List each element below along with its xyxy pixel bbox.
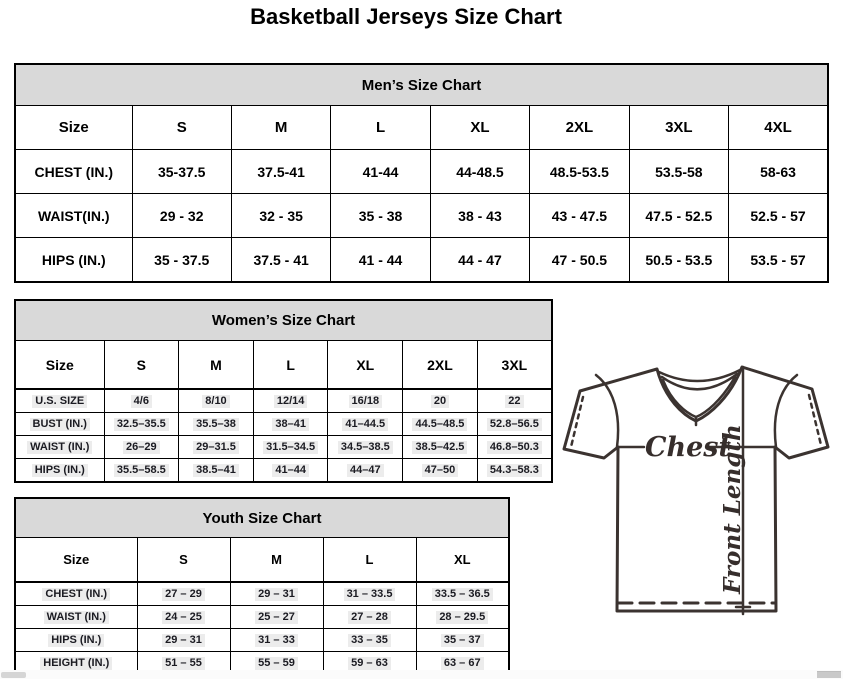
youth-chest-row [15, 582, 509, 606]
horizontal-scrollbar[interactable] [0, 670, 843, 679]
mens-col-header: S [132, 106, 231, 150]
womens-col-header: L [253, 341, 328, 390]
size-value-cell: 38–41 [253, 413, 328, 436]
row-label: HIPS (IN.) [15, 629, 137, 652]
mens-waist-row [15, 194, 828, 238]
womens-col-header: S [104, 341, 179, 390]
size-value-cell: 31 – 33 [230, 629, 323, 652]
youth-corner-label: Size [15, 538, 137, 583]
womens-col-header: 3XL [477, 341, 552, 390]
mens-corner-label: Size [15, 106, 132, 150]
size-value-cell: 38 - 43 [430, 194, 529, 238]
size-value-cell: 46.8–50.3 [477, 436, 552, 459]
row-label: CHEST (IN.) [15, 150, 132, 194]
size-value-cell: 25 – 27 [230, 606, 323, 629]
womens-header-row [15, 341, 552, 390]
size-value-cell: 35 – 37 [416, 629, 509, 652]
size-value-cell: 12/14 [253, 389, 328, 413]
size-value-cell: 51 – 55 [137, 652, 230, 676]
womens-col-header: XL [328, 341, 403, 390]
womens-us-size-row [15, 389, 552, 413]
mens-col-header: L [331, 106, 430, 150]
size-value-cell: 33.5 – 36.5 [416, 582, 509, 606]
size-value-cell: 35 - 37.5 [132, 238, 231, 283]
size-value-cell: 48.5-53.5 [530, 150, 629, 194]
size-value-cell: 29 – 31 [230, 582, 323, 606]
youth-col-header: XL [416, 538, 509, 583]
womens-col-header: M [179, 341, 254, 390]
size-value-cell: 41 - 44 [331, 238, 430, 283]
size-value-cell: 54.3–58.3 [477, 459, 552, 483]
jersey-outline [564, 367, 828, 611]
size-value-cell: 29 - 32 [132, 194, 231, 238]
size-value-cell: 4/6 [104, 389, 179, 413]
womens-size-chart-table [14, 299, 553, 483]
right-sleeve-seam [775, 375, 797, 447]
womens-hips-row [15, 459, 552, 483]
size-value-cell: 16/18 [328, 389, 403, 413]
mens-chest-row [15, 150, 828, 194]
size-value-cell: 24 – 25 [137, 606, 230, 629]
youth-col-header: L [323, 538, 416, 583]
size-value-cell: 44–47 [328, 459, 403, 483]
size-value-cell: 59 – 63 [323, 652, 416, 676]
size-value-cell: 31.5–34.5 [253, 436, 328, 459]
size-value-cell: 41–44.5 [328, 413, 403, 436]
youth-waist-row [15, 606, 509, 629]
size-value-cell: 28 – 29.5 [416, 606, 509, 629]
front-length-label: Front Length [719, 424, 746, 594]
mens-col-header: M [231, 106, 330, 150]
size-value-cell: 43 - 47.5 [530, 194, 629, 238]
row-label: HIPS (IN.) [15, 238, 132, 283]
size-value-cell: 58-63 [729, 150, 828, 194]
size-value-cell: 50.5 - 53.5 [629, 238, 728, 283]
size-value-cell: 55 – 59 [230, 652, 323, 676]
size-value-cell: 32.5–35.5 [104, 413, 179, 436]
size-value-cell: 37.5 - 41 [231, 238, 330, 283]
size-value-cell: 27 – 29 [137, 582, 230, 606]
size-value-cell: 41–44 [253, 459, 328, 483]
womens-col-header: 2XL [403, 341, 478, 390]
size-value-cell: 31 – 33.5 [323, 582, 416, 606]
size-value-cell: 35.5–58.5 [104, 459, 179, 483]
size-value-cell: 35 - 38 [331, 194, 430, 238]
mens-header-row [15, 106, 828, 150]
size-value-cell: 35-37.5 [132, 150, 231, 194]
row-label: WAIST (IN.) [15, 436, 104, 459]
mens-size-chart-table [14, 63, 829, 283]
size-value-cell: 63 – 67 [416, 652, 509, 676]
size-value-cell: 8/10 [179, 389, 254, 413]
youth-chart-title: Youth Size Chart [15, 498, 509, 538]
row-label: U.S. SIZE [15, 389, 104, 413]
mens-col-header: 2XL [530, 106, 629, 150]
size-value-cell: 47 - 50.5 [530, 238, 629, 283]
size-value-cell: 38.5–41 [179, 459, 254, 483]
size-value-cell: 44 - 47 [430, 238, 529, 283]
womens-waist-row [15, 436, 552, 459]
youth-col-header: S [137, 538, 230, 583]
row-label: HIPS (IN.) [15, 459, 104, 483]
mens-col-header: 4XL [729, 106, 828, 150]
size-value-cell: 34.5–38.5 [328, 436, 403, 459]
size-value-cell: 38.5–42.5 [403, 436, 478, 459]
size-value-cell: 47.5 - 52.5 [629, 194, 728, 238]
size-value-cell: 47–50 [403, 459, 478, 483]
scrollbar-left-thumb[interactable] [1, 672, 26, 678]
row-label: CHEST (IN.) [15, 582, 137, 606]
row-label: WAIST(IN.) [15, 194, 132, 238]
size-value-cell: 29–31.5 [179, 436, 254, 459]
youth-header-row [15, 538, 509, 583]
size-value-cell: 37.5-41 [231, 150, 330, 194]
size-value-cell: 53.5-58 [629, 150, 728, 194]
size-value-cell: 44-48.5 [430, 150, 529, 194]
row-label: BUST (IN.) [15, 413, 104, 436]
size-value-cell: 35.5–38 [179, 413, 254, 436]
mens-chart-title: Men’s Size Chart [15, 64, 828, 106]
page-title: Basketball Jerseys Size Chart [250, 4, 562, 29]
size-value-cell: 20 [403, 389, 478, 413]
size-value-cell: 41-44 [331, 150, 430, 194]
womens-bust-row [15, 413, 552, 436]
size-value-cell: 26–29 [104, 436, 179, 459]
chest-label: Chest [645, 432, 731, 463]
jersey-measurement-diagram [560, 357, 834, 621]
row-label: HEIGHT (IN.) [15, 652, 137, 676]
womens-corner-label: Size [15, 341, 104, 390]
row-label: WAIST (IN.) [15, 606, 137, 629]
size-value-cell: 52.8–56.5 [477, 413, 552, 436]
scrollbar-right-thumb[interactable] [817, 671, 841, 678]
youth-col-header: M [230, 538, 323, 583]
size-value-cell: 29 – 31 [137, 629, 230, 652]
size-value-cell: 53.5 - 57 [729, 238, 828, 283]
size-value-cell: 44.5–48.5 [403, 413, 478, 436]
size-value-cell: 52.5 - 57 [729, 194, 828, 238]
youth-hips-row [15, 629, 509, 652]
mens-col-header: XL [430, 106, 529, 150]
womens-chart-title: Women’s Size Chart [15, 300, 552, 341]
mens-col-header: 3XL [629, 106, 728, 150]
size-value-cell: 22 [477, 389, 552, 413]
size-value-cell: 33 – 35 [323, 629, 416, 652]
size-value-cell: 27 – 28 [323, 606, 416, 629]
size-value-cell: 32 - 35 [231, 194, 330, 238]
mens-hips-row [15, 238, 828, 283]
youth-size-chart-table [14, 497, 510, 676]
